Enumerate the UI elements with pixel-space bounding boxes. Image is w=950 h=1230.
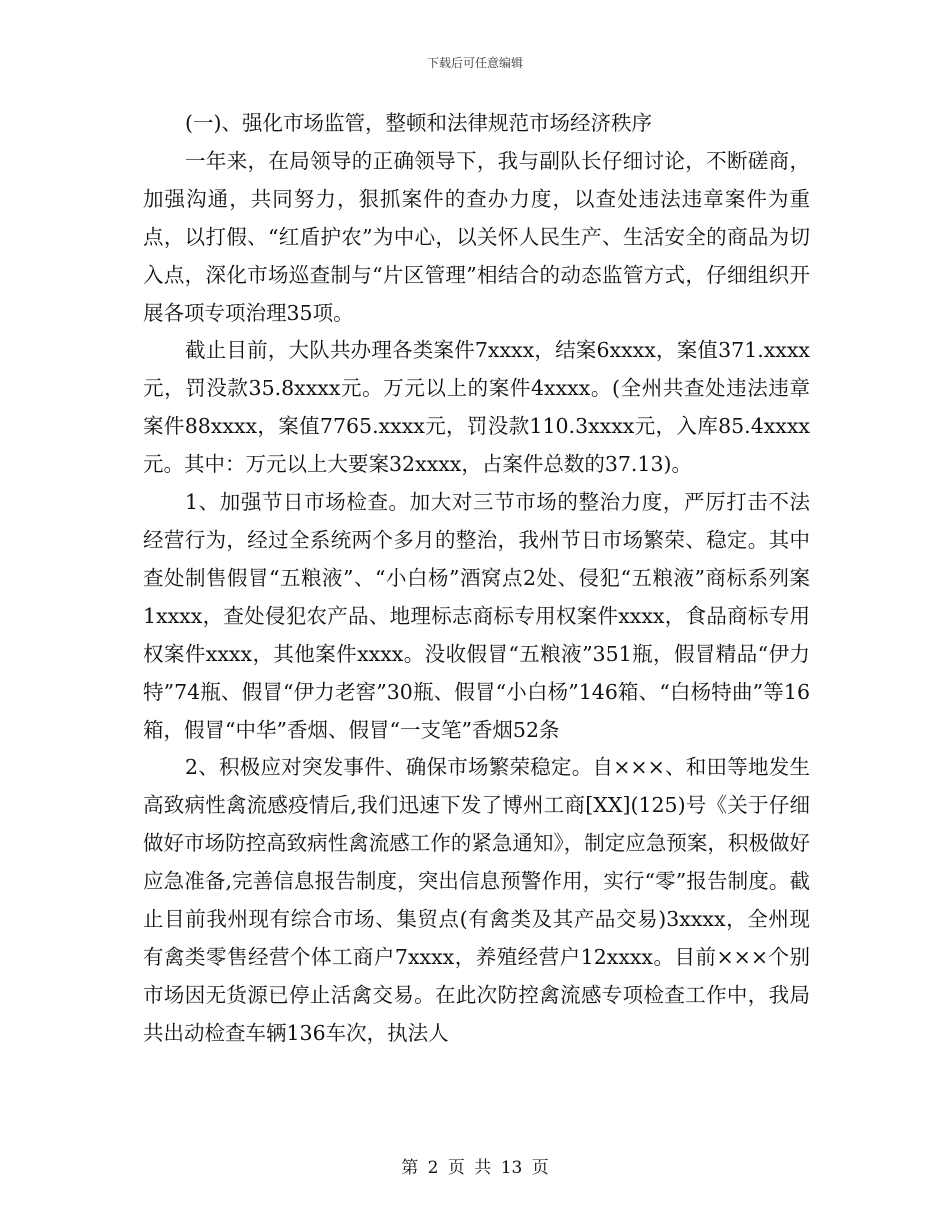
paragraph: 一年来，在局领导的正确领导下，我与副队长仔细讨论，不断磋商，加强沟通，共同努力，狠抓案件的查办力度，以查处违法违章案件为重点，以打假、“红盾护农”为中心，以关怀人民生产、生活安全的商品为切入点，深化市场巡查制与“片区管理”相结合的动态监管方式，仔细组织开展各项专项治理35项。 [143,148,810,325]
document-body [143,105,810,1053]
paragraph: 截止目前，大队共办理各类案件7xxxx，结案6xxxx，案值371.xxxx元，罚没款35.8xxxx元。万元以上的案件4xxxx。(全州共查处违法违章案件88xxxx，案值7765.xxxx元，罚没款110.3xxxx元，入库85.4xxxx元。其中：万元以上大要案32xxxx，占案件总数的37.13)。 [143,338,810,477]
page-number-footer: 第 2 页 共 13 页 [401,1158,549,1178]
section-heading: (一)、强化市场监管，整顿和法律规范市场经济秩序 [185,111,652,135]
page-header-note: 下载后可任意编辑 [426,56,523,70]
paragraph: 2、积极应对突发事件、确保市场繁荣稳定。自×××、和田等地发生高致病性禽流感疫情后,我们迅速下发了博州工商[XX](125)号《关于仔细做好市场防控高致病性禽流感工作的紧急通知》，制定应急预案，积极做好应急准备,完善信息报告制度，突出信息预警作用，实行“零”报告制度。截止目前我州现有综合市场、集贸点(有禽类及其产品交易)3xxxx，全州现有禽类零售经营个体工商户7xxxx，养殖经营户12xxxx。目前×××个别市场因无货源已停止活禽交易。在此次防控禽流感专项检查工作中，我局共出动检查车辆136车次，执法人 [143,755,810,1045]
paragraph: 1、加强节日市场检查。加大对三节市场的整治力度，严厉打击不法经营行为，经过全系统两个多月的整治，我州节日市场繁荣、稳定。其中查处制售假冒“五粮液”、“小白杨”酒窝点2处、侵犯“五粮液”商标系列案1xxxx，查处侵犯农产品、地理标志商标专用权案件xxxx，食品商标专用权案件xxxx，其他案件xxxx。没收假冒“五粮液”351瓶，假冒精品“伊力特”74瓶、假冒“伊力老窖”30瓶、假冒“小白杨”146箱、“白杨特曲”等16箱，假冒“中华”香烟、假冒“一支笔”香烟52条 [143,490,810,742]
